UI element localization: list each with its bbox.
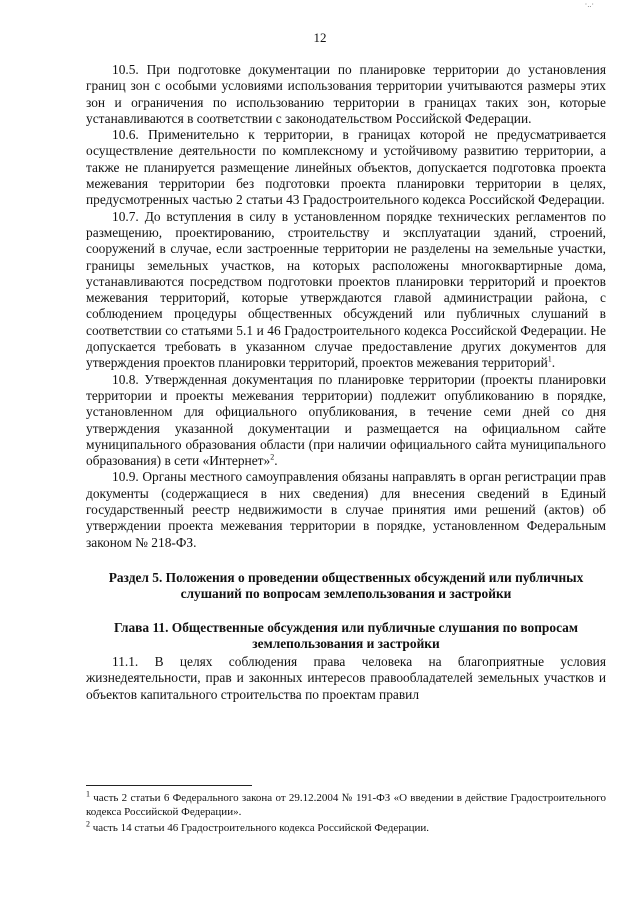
paragraph-10-8-text: 10.8. Утвержденная документация по планировке территории (проекты планировки территории и проекты межевания территории) подлежит опубликованию в порядке, установленном для официального опубликования, в течение семи дней со дня утверждения указанной документации и размещается на официальном сайте муниципального образования области (при наличии официального сайта муниципального образования) в сети «Интернет»: [86, 371, 606, 469]
paragraph-10-6: 10.6. Применительно к территории, в границах которой не предусматривается осуществление деятельности по комплексному и устойчивому развитию территории, а также не планируется размещение линейных объектов, допускается подготовка проекта межевания территории без подготовки проекта планировки территории в целях, предусмотренных частью 2 статьи 43 Градостроительного кодекса Российской Федерации.: [86, 127, 606, 208]
paragraph-10-7-text: 10.7. До вступления в силу в установленном порядке технических регламентов по размещению, проектированию, строительству и эксплуатации зданий, строений, сооружений в случае, если застроенные территории не разделены на земельные участки, границы земельных участков, на которых расположены многоквартирные дома, устанавливаются посредством подготовки проектов планировки территорий и проектов межевания территорий, которые утверждаются главой администрации района, с соблюдением процедуры общественных обсуждений или публичных слушаний в соответствии со статьями 5.1 и 46 Градостроительного кодекса Российской Федерации. Не допускается требовать в указанном случае предоставление других документов для утверждения проектов планировки территорий, проектов межевания территорий: [86, 208, 606, 371]
paragraph-11-1: 11.1. В целях соблюдения права человека на благоприятные условия жизнедеятельности, прав и законных интересов правообладателей земельных участков и объектов капитального строительства по проектам правил: [86, 653, 606, 702]
footnote-2: [86, 819, 606, 836]
corner-mark: ·..·: [584, 0, 594, 9]
section-5-heading: Раздел 5. Положения о проведении общественных обсуждений или публичных слушаний по вопросам землепользования и застройки: [108, 569, 584, 602]
page-number: 12: [313, 30, 327, 45]
footnote-2-text: часть 14 статьи 46 Градостроительного кодекса Российской Федерации.: [90, 822, 430, 835]
footnote-marker-1: 1: [86, 789, 90, 799]
footnote-marker-2: 2: [86, 819, 90, 829]
chapter-11-heading: Глава 11. Общественные обсуждения или публичные слушания по вопросам землепользования и застройки: [113, 619, 579, 652]
footnotes: [86, 789, 606, 839]
footnote-1: [86, 789, 606, 819]
footnote-1-text: часть 2 статьи 6 Федерального закона от 29.12.2004 № 191-ФЗ «О введении в действие Градостроительного кодекса Российской Федерации».: [86, 792, 606, 818]
footnote-divider: [86, 785, 252, 786]
paragraph-10-8: [86, 372, 606, 470]
paragraph-10-9: 10.9. Органы местного самоуправления обязаны направлять в орган регистрации прав документы (содержащиеся в них сведения) для внесения сведений в Единый государственный реестр недвижимости в случае принятия ими решений (актов) об утверждении проекта межевания территории в порядке, установленном Федеральным законом № 218-ФЗ.: [86, 469, 606, 550]
paragraph-10-5: 10.5. При подготовке документации по планировке территории до установления границ зон с особыми условиями использования территории учитываются размеры этих зон и ограничения по использованию территории в границах таких зон, которые устанавливаются в соответствии с законодательством Российской Федерации.: [86, 62, 606, 126]
main-text: [86, 62, 606, 703]
footnote-ref-1[interactable]: 1: [547, 354, 552, 364]
paragraph-10-7: [86, 209, 606, 372]
paragraph-10-8-end: .: [274, 453, 278, 469]
footnote-ref-2[interactable]: 2: [270, 452, 275, 462]
paragraph-10-7-end: .: [551, 355, 556, 371]
